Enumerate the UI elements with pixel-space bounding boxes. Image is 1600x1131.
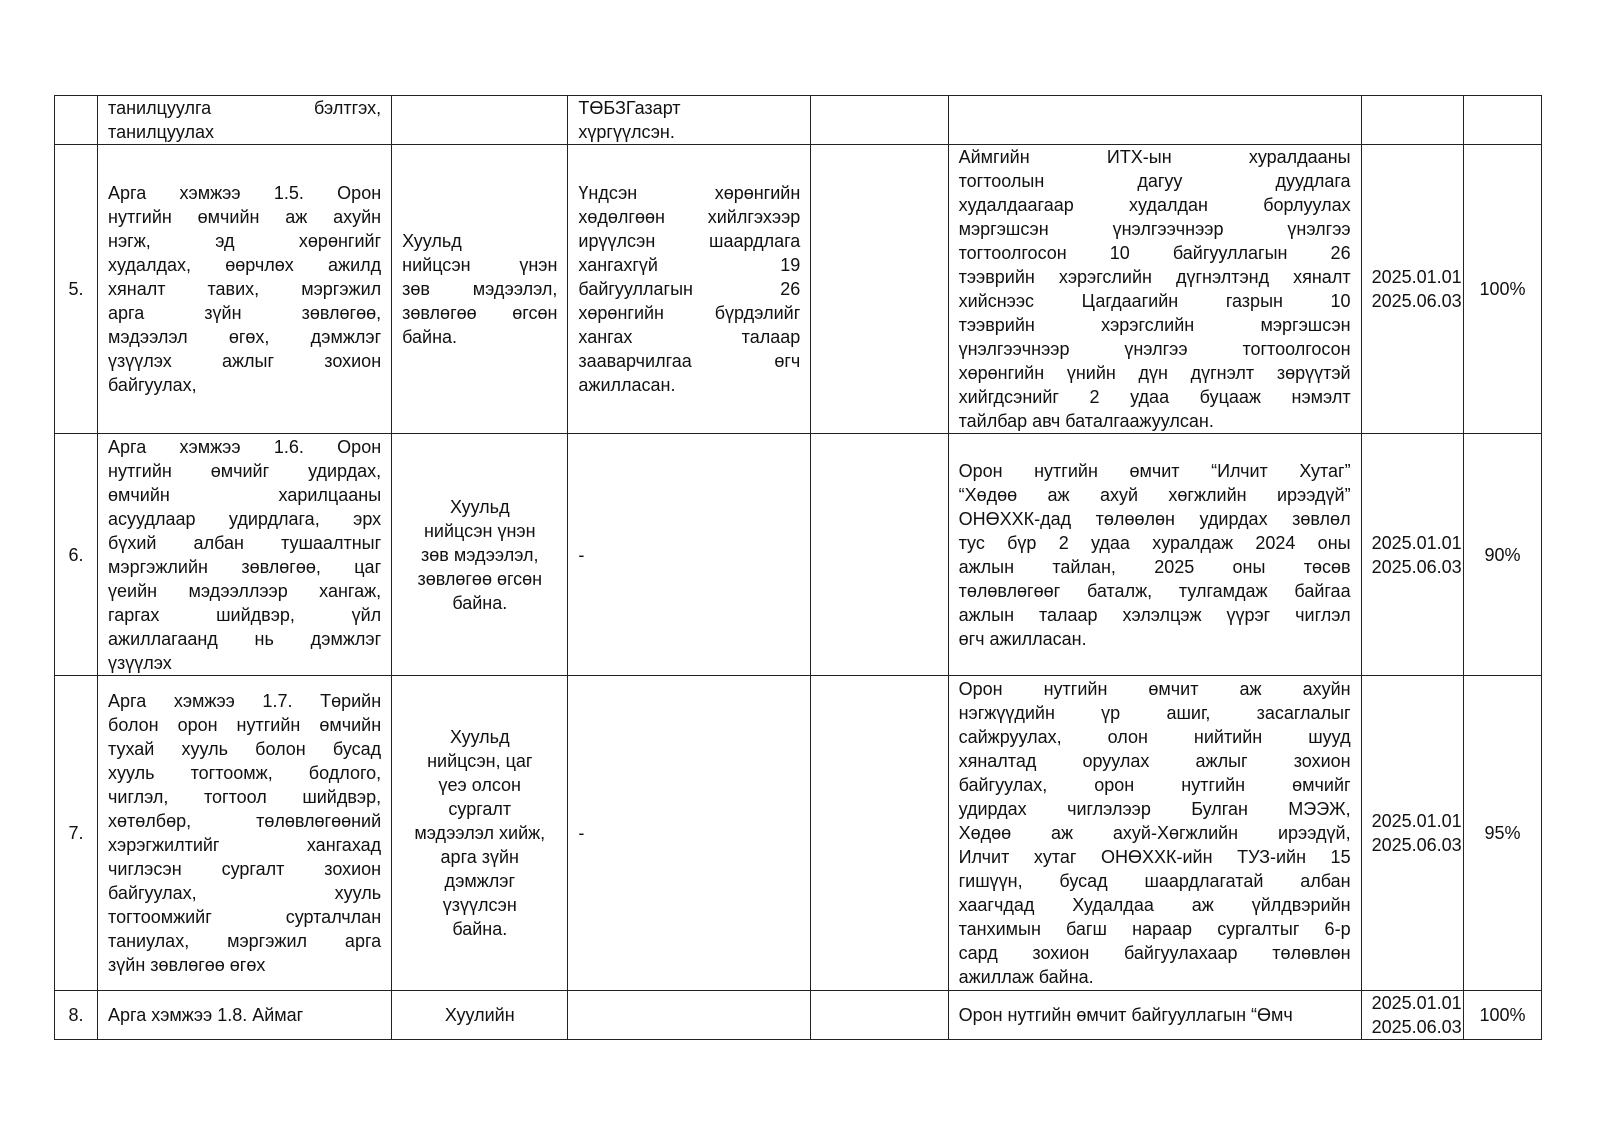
law-compliance-cell xyxy=(392,991,568,1040)
activity-cell xyxy=(568,991,811,1040)
cell-line: ажиллагаанд нь дэмжлэг xyxy=(108,628,382,649)
empty-cell xyxy=(811,434,948,676)
empty-cell xyxy=(811,96,948,145)
measure-cell xyxy=(98,434,392,676)
percent-cell: 95% xyxy=(1464,676,1542,991)
cell-line: Хуульд xyxy=(449,496,510,517)
cell-line: зааварчилгаа өгч xyxy=(578,351,801,371)
cell-line: тогтоолын дагуу дуудлага xyxy=(958,171,1351,191)
cell-line: тогтоомжийг сурталчлан xyxy=(108,907,382,927)
activity-cell xyxy=(568,145,811,434)
table-row xyxy=(55,145,1542,434)
activity-cell xyxy=(568,676,811,991)
cell-line: үзүүлэх xyxy=(108,652,172,673)
cell-line: зөв мэдээлэл, xyxy=(421,544,539,565)
cell-line: Хөдөө аж ахуй-Хөгжлийн ирээдүй, xyxy=(958,823,1351,843)
cell-line: байгууллагын 26 xyxy=(578,279,801,299)
period-cell xyxy=(1361,145,1463,434)
cell-line: мэргэжлийн зөвлөгөө, цаг xyxy=(108,556,382,577)
cell-line: мэдээлэл өгөх, дэмжлэг xyxy=(108,327,382,347)
cell-line: гаргах шийдвэр, үйл xyxy=(108,604,382,625)
cell-line: 2025.01.01 xyxy=(1371,532,1462,553)
report-table-body xyxy=(55,96,1542,1040)
cell-line: өмчийн харилцааны xyxy=(108,484,382,505)
cell-line: тус бүр 2 удаа хуралдаж 2024 оны xyxy=(958,532,1351,553)
cell-line: нутгийн өмчийг удирдах, xyxy=(108,460,382,481)
empty-cell xyxy=(811,145,948,434)
cell-line: арга зүйн зөвлөгөө, xyxy=(108,303,382,323)
cell-line: ажиллаж байна. xyxy=(958,967,1094,987)
cell-line: Арга хэмжээ 1.7. Төрийн xyxy=(108,691,382,711)
row-number: 6. xyxy=(55,434,98,676)
row-number: 7. xyxy=(55,676,98,991)
cell-line: байгуулах, хууль xyxy=(108,883,382,903)
table-row xyxy=(55,991,1542,1040)
cell-line: зөвлөгөө өгсөн xyxy=(402,303,558,323)
cell-line: хөтөлбөр, төлөвлөгөөний xyxy=(108,811,382,831)
cell-line: сургалт xyxy=(448,799,512,819)
table-row xyxy=(55,434,1542,676)
cell-line: үзүүлсэн xyxy=(442,895,517,915)
period-cell xyxy=(1361,676,1463,991)
cell-line: байгуулах, орон нутгийн өмчийг xyxy=(958,775,1351,795)
cell-line: таниулах, мэргэжил арга xyxy=(108,931,382,951)
percent-cell xyxy=(1464,96,1542,145)
cell-line: Орон нутгийн өмчит байгууллагын “Өмч xyxy=(958,1005,1293,1025)
cell-line: хэрэгжилтийг хангахад xyxy=(108,835,382,855)
law-compliance-cell xyxy=(392,676,568,991)
cell-line: зүйн зөвлөгөө өгөх xyxy=(108,955,266,975)
law-compliance-cell xyxy=(392,434,568,676)
table-row xyxy=(55,676,1542,991)
table-row xyxy=(55,96,1542,145)
cell-line: - xyxy=(578,823,585,843)
cell-line: ажилласан. xyxy=(578,375,676,395)
cell-line: хийгдсэнийг 2 удаа буцааж нэмэлт xyxy=(958,387,1351,407)
cell-line: “Хөдөө аж ахуй хөгжлийн ирээдүй” xyxy=(958,484,1351,505)
measure-cell xyxy=(98,676,392,991)
cell-line: тогтоолгосон 10 байгууллагын 26 xyxy=(958,243,1351,263)
result-cell xyxy=(948,991,1361,1040)
cell-line: дэмжлэг xyxy=(444,871,516,891)
cell-line: Арга хэмжээ 1.6. Орон xyxy=(108,436,382,457)
cell-line: ажлын талаар хэлэлцэж үүрэг чиглэл xyxy=(958,604,1351,625)
cell-line: Хуулийн xyxy=(444,1005,515,1025)
cell-line: мэдээлэл хийж, xyxy=(414,823,546,843)
cell-line: танхимын багш нараар сургалтыг 6-р xyxy=(958,919,1351,939)
cell-line: сайжруулах, олон нийтийн шууд xyxy=(958,727,1351,747)
cell-line: бүхий албан тушаалтныг xyxy=(108,532,382,553)
cell-line: арга зүйн xyxy=(440,847,519,867)
cell-line: хяналтад оруулах ажлыг зохион xyxy=(958,751,1351,771)
cell-line: Орон нутгийн өмчит аж ахуйн xyxy=(958,679,1351,699)
cell-line: байна. xyxy=(402,327,458,347)
cell-line: хөдөлгөөн хийлгэхээр xyxy=(578,207,801,227)
cell-line: худалдах, өөрчлөх ажилд xyxy=(108,255,382,275)
result-cell xyxy=(948,96,1361,145)
cell-line: нутгийн өмчийн аж ахуйн xyxy=(108,207,382,227)
cell-line: сард зохион байгуулахаар төлөвлөн xyxy=(958,943,1351,963)
cell-line: хөрөнгийн үнийн дүн дүгнэлт зөрүүтэй xyxy=(958,363,1351,383)
cell-line: 2025.06.03 xyxy=(1371,1017,1462,1037)
measure-cell xyxy=(98,991,392,1040)
row-number xyxy=(55,96,98,145)
cell-line: Хуульд xyxy=(402,231,462,251)
cell-line: зөвлөгөө өгсөн xyxy=(417,568,543,589)
row-number: 8. xyxy=(55,991,98,1040)
measure-cell xyxy=(98,96,392,145)
cell-line: худалдаагаар худалдан борлуулах xyxy=(958,195,1351,215)
cell-line: хөрөнгийн бүрдэлийг xyxy=(578,303,801,323)
activity-cell xyxy=(568,96,811,145)
cell-line: нийцсэн, цаг xyxy=(427,751,533,771)
result-cell xyxy=(948,434,1361,676)
cell-line: удирдах чиглэлээр Булган МЭЭЖ, xyxy=(958,799,1351,819)
cell-line: хангахгүй 19 xyxy=(578,255,801,275)
cell-line: 2025.01.01 xyxy=(1371,267,1462,287)
cell-line: нийцсэн үнэн xyxy=(402,255,558,275)
cell-line: болон орон нутгийн өмчийн xyxy=(108,715,382,735)
cell-line: 2025.06.03 xyxy=(1371,556,1462,577)
cell-line: тээврийн хэрэгслийн дүгнэлтэнд хяналт xyxy=(958,267,1351,287)
cell-line: танилцуулах xyxy=(108,122,215,142)
cell-line: гишүүн, бусад шаардлагатай албан xyxy=(958,871,1351,891)
period-cell xyxy=(1361,434,1463,676)
empty-cell xyxy=(811,676,948,991)
report-table xyxy=(54,95,1542,1040)
cell-line: 2025.06.03 xyxy=(1371,835,1462,855)
period-cell xyxy=(1361,991,1463,1040)
period-cell xyxy=(1361,96,1463,145)
result-cell xyxy=(948,145,1361,434)
cell-line: - xyxy=(578,544,585,565)
cell-line: үнэлгээчнээр үнэлгээ тогтоолгосон xyxy=(958,339,1351,359)
cell-line: байна. xyxy=(452,919,508,939)
cell-line: ирүүлсэн шаардлага xyxy=(578,231,801,251)
cell-line: Илчит хутаг ОНӨХХК-ийн ТУЗ-ийн 15 xyxy=(958,847,1351,867)
cell-line: хангах талаар xyxy=(578,327,801,347)
measure-cell xyxy=(98,145,392,434)
cell-line: хяналт тавих, мэргэжил xyxy=(108,279,382,299)
cell-line: Хуульд xyxy=(449,727,510,747)
cell-line: төлөвлөгөөг баталж, тулгамдаж байгаа xyxy=(958,580,1351,601)
law-compliance-cell xyxy=(392,145,568,434)
cell-line: Үндсэн хөрөнгийн xyxy=(578,183,801,203)
cell-line: зөв мэдээлэл, xyxy=(402,279,558,299)
cell-line: чиглэл, тогтоол шийдвэр, xyxy=(108,787,382,807)
result-cell xyxy=(948,676,1361,991)
law-compliance-cell xyxy=(392,96,568,145)
cell-line: үеэ олсон xyxy=(438,775,521,795)
cell-line: байгуулах, xyxy=(108,375,197,395)
cell-line: өгч ажилласан. xyxy=(958,628,1087,649)
cell-line: ажлын тайлан, 2025 оны төсөв xyxy=(958,556,1351,577)
cell-line: Арга хэмжээ 1.5. Орон xyxy=(108,183,382,203)
cell-line: нийцсэн үнэн xyxy=(423,520,536,541)
cell-line: Орон нутгийн өмчит “Илчит Хутаг” xyxy=(958,460,1351,481)
percent-cell: 100% xyxy=(1464,145,1542,434)
cell-line: тухай хууль болон бусад xyxy=(108,739,382,759)
cell-line: хаагчдад Худалдаа аж үйлдвэрийн xyxy=(958,895,1351,915)
cell-line: 2025.06.03 xyxy=(1371,291,1462,311)
cell-line: нэгжүүдийн үр ашиг, засаглалыг xyxy=(958,703,1351,723)
cell-line: 2025.01.01 xyxy=(1371,811,1462,831)
cell-line: байна. xyxy=(452,592,508,613)
cell-line: Арга хэмжээ 1.8. Аймаг xyxy=(108,1005,304,1025)
cell-line: үеийн мэдээллээр хангаж, xyxy=(108,580,382,601)
cell-line: хүргүүлсэн. xyxy=(578,122,675,142)
cell-line: хууль тогтоомж, бодлого, xyxy=(108,763,382,783)
activity-cell xyxy=(568,434,811,676)
percent-cell: 100% xyxy=(1464,991,1542,1040)
cell-line: 2025.01.01 xyxy=(1371,993,1462,1013)
cell-line: Аймгийн ИТХ-ын хуралдааны xyxy=(958,147,1351,167)
cell-line: хийснээс Цагдаагийн газрын 10 xyxy=(958,291,1351,311)
cell-line: ОНӨХХК-дад төлөөлөн удирдах зөвлөл xyxy=(958,508,1351,529)
percent-cell: 90% xyxy=(1464,434,1542,676)
cell-line: мэргэшсэн үнэлгээчнээр үнэлгээ xyxy=(958,219,1351,239)
empty-cell xyxy=(811,991,948,1040)
cell-line: ТӨБЗГазарт xyxy=(578,98,681,118)
cell-line: танилцуулга бэлтгэх, xyxy=(108,98,382,118)
cell-line: тээврийн хэрэгслийн мэргэшсэн xyxy=(958,315,1351,335)
cell-line: тайлбар авч баталгаажуулсан. xyxy=(958,411,1214,431)
cell-line: чиглэсэн сургалт зохион xyxy=(108,859,382,879)
cell-line: үзүүлэх ажлыг зохион xyxy=(108,351,382,371)
cell-line: нэгж, эд хөрөнгийг xyxy=(108,231,382,251)
row-number: 5. xyxy=(55,145,98,434)
cell-line: асуудлаар удирдлага, эрх xyxy=(108,508,382,529)
